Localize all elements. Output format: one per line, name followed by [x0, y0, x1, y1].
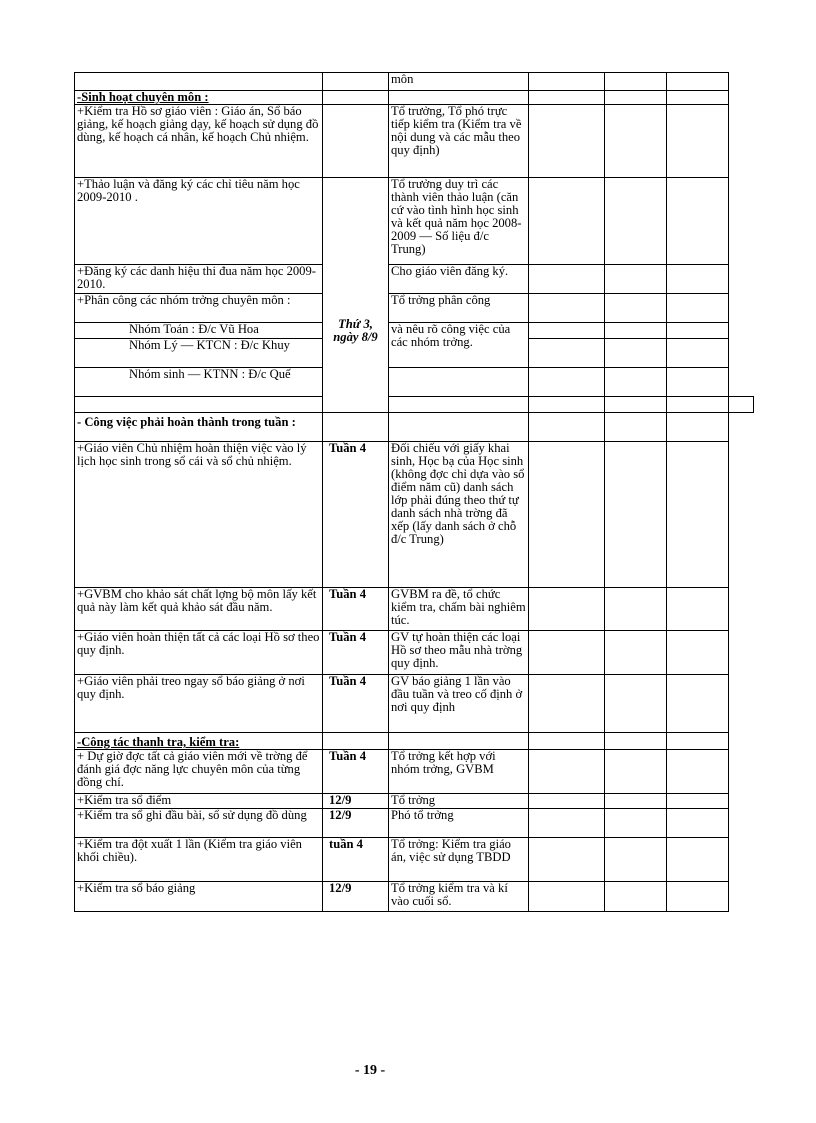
method-cell: Cho giáo viên đăng ký. — [389, 265, 529, 294]
extra-cell — [605, 631, 667, 675]
extra-cell — [667, 882, 729, 912]
time-cell — [323, 73, 389, 91]
task-cell: +Kiểm tra đột xuất 1 lần (Kiểm tra giáo viên khối chiều). — [75, 838, 323, 882]
table-row — [75, 91, 754, 105]
extra-cell — [667, 442, 729, 588]
section-heading: -Công tác thanh tra, kiểm tra: — [75, 733, 323, 750]
method-cell: GV tự hoàn thiện các loại Hồ sơ theo mẫu nhà trờng quy định. — [389, 631, 529, 675]
extra-cell — [667, 91, 729, 105]
page-number: - 19 - — [354, 1063, 386, 1078]
time-cell: Tuần 4 — [323, 631, 389, 675]
extra-cell — [529, 750, 605, 794]
table-row — [75, 178, 754, 265]
extra-cell — [529, 105, 605, 178]
time-cell: tuần 4 — [323, 838, 389, 882]
extra-cell — [605, 882, 667, 912]
time-cell: 12/9 — [323, 794, 389, 809]
method-cell — [389, 368, 529, 397]
extra-cell — [605, 750, 667, 794]
extra-cell — [529, 294, 605, 323]
extra-cell — [667, 809, 729, 838]
extra-cell — [667, 294, 729, 323]
time-cell: Tuần 4 — [323, 675, 389, 733]
table-row — [75, 442, 754, 588]
table-row — [75, 750, 754, 794]
time-cell: 12/9 — [323, 882, 389, 912]
extra-cell — [605, 442, 667, 588]
time-cell — [323, 733, 389, 750]
method-cell — [389, 733, 529, 750]
extra-cell — [667, 265, 729, 294]
extra-cell — [667, 733, 729, 750]
table-row — [75, 631, 754, 675]
task-cell: Nhóm sinh — KTNN : Đ/c Quế — [75, 368, 323, 397]
task-cell: +Đăng ký các danh hiệu thi đua năm học 2009-2010. — [75, 265, 323, 294]
table-row — [75, 413, 754, 442]
extra-cell — [667, 838, 729, 882]
task-cell — [75, 397, 323, 413]
extra-cell — [529, 73, 605, 91]
task-cell: Nhóm Toán : Đ/c Vũ Hoa — [75, 323, 323, 339]
extra-cell — [605, 91, 667, 105]
table-row — [75, 882, 754, 912]
date-line-1: Thứ 3, — [338, 317, 373, 331]
table-row — [75, 809, 754, 838]
extra-cell — [667, 105, 729, 178]
section-heading: -Sinh hoạt chuyên môn : — [75, 91, 323, 105]
extra-cell — [667, 631, 729, 675]
method-cell — [389, 413, 529, 442]
table-row — [75, 588, 754, 631]
extra-cell — [605, 588, 667, 631]
table-row — [75, 265, 754, 294]
extra-cell — [605, 178, 667, 265]
method-cell: Tổ trưởng duy trì các thành viên thảo luận (căn cứ vào tình hình học sinh và kết quả năm học 2008-2009 — Số liệu đ/c Trung) — [389, 178, 529, 265]
extra-cell — [529, 178, 605, 265]
table-row — [75, 73, 754, 91]
table-row — [75, 105, 754, 178]
table-row — [75, 733, 754, 750]
extra-cell — [605, 413, 667, 442]
extra-cell — [667, 323, 729, 339]
plan-table-wrapper — [74, 72, 754, 912]
method-cell: GVBM ra đề, tổ chức kiểm tra, chấm bài nghiêm túc. — [389, 588, 529, 631]
time-cell: Tuần 4 — [323, 588, 389, 631]
task-cell: +GVBM cho khảo sát chất lợng bộ môn lấy kết quả này làm kết quả khảo sát đầu năm. — [75, 588, 323, 631]
table-row — [75, 397, 754, 413]
time-cell — [323, 105, 389, 178]
extra-cell — [605, 323, 667, 339]
task-cell: + Dự giờ đợc tất cả giáo viên mới về trờng để đánh giá đợc năng lực chuyên môn của từng đồng chí. — [75, 750, 323, 794]
method-cell: Tổ trởng kiểm tra và kí vào cuối sổ. — [389, 882, 529, 912]
time-cell: Tuần 4 — [323, 750, 389, 794]
extra-cell — [529, 838, 605, 882]
task-cell: +Kiểm tra sổ báo giảng — [75, 882, 323, 912]
extra-cell — [529, 339, 605, 368]
table-row — [75, 675, 754, 733]
time-cell — [323, 91, 389, 105]
extra-cell — [605, 294, 667, 323]
extra-cell — [667, 413, 729, 442]
task-cell: +Kiểm tra sổ điểm — [75, 794, 323, 809]
method-cell: Tổ trởng — [389, 794, 529, 809]
extra-cell — [667, 368, 729, 397]
extra-cell — [605, 73, 667, 91]
extra-cell — [729, 397, 754, 413]
table-row — [75, 323, 754, 339]
task-cell: +Kiểm tra sổ ghi đầu bài, sổ sử dụng đồ dùng — [75, 809, 323, 838]
table-row — [75, 794, 754, 809]
task-cell: +Giáo viên Chủ nhiệm hoàn thiện việc vào lý lịch học sinh trong sổ cái và sổ chủ nhiệm. — [75, 442, 323, 588]
method-cell — [389, 91, 529, 105]
method-cell: Tổ trởng phân công — [389, 294, 529, 323]
method-cell: Tổ trởng kết hợp với nhóm trởng, GVBM — [389, 750, 529, 794]
extra-cell — [605, 265, 667, 294]
extra-cell — [605, 809, 667, 838]
section-heading: - Công việc phải hoàn thành trong tuần : — [75, 413, 323, 442]
method-cell: và nêu rõ công việc của các nhóm trởng. — [389, 323, 529, 368]
method-cell: GV báo giảng 1 lần vào đầu tuần và treo cố định ở nơi quy định — [389, 675, 529, 733]
extra-cell — [529, 809, 605, 838]
time-cell: 12/9 — [323, 809, 389, 838]
extra-cell — [605, 675, 667, 733]
extra-cell — [605, 397, 667, 413]
method-cell: Tổ trưởng, Tổ phó trực tiếp kiểm tra (Kiểm tra về nội dung và các mẫu theo quy định) — [389, 105, 529, 178]
extra-cell — [529, 413, 605, 442]
extra-cell — [605, 733, 667, 750]
table-row — [75, 294, 754, 323]
extra-cell — [667, 675, 729, 733]
task-cell: +Giáo viên phải treo ngay sổ báo giảng ở nơi quy định. — [75, 675, 323, 733]
extra-cell — [529, 323, 605, 339]
task-cell: +Thảo luận và đăng ký các chỉ tiêu năm học 2009-2010 . — [75, 178, 323, 265]
task-cell — [75, 73, 323, 91]
task-cell: +Giáo viên hoàn thiện tất cả các loại Hồ sơ theo quy định. — [75, 631, 323, 675]
extra-cell — [605, 838, 667, 882]
extra-cell — [529, 882, 605, 912]
extra-cell — [529, 794, 605, 809]
extra-cell — [529, 91, 605, 105]
extra-cell — [667, 73, 729, 91]
method-cell: Đối chiếu với giấy khai sinh, Học bạ của Học sinh (không đợc chỉ dựa vào sổ điểm năm cũ) danh sách lớp phải đúng theo thứ tự danh sách nhà trờng đã xếp (lấy danh sách ở chỗ đ/c Trung) — [389, 442, 529, 588]
extra-cell — [667, 178, 729, 265]
extra-cell — [667, 397, 729, 413]
task-cell: +Kiểm tra Hồ sơ giáo viên : Giáo án, Sổ báo giảng, kế hoạch giảng dạy, kế hoạch sử dụng đồ dùng, kế hoạch cá nhân, kế hoạch Chủ nhiệm. — [75, 105, 323, 178]
extra-cell — [529, 733, 605, 750]
method-cell — [529, 397, 605, 413]
extra-cell — [667, 794, 729, 809]
task-cell: Nhóm Lý — KTCN : Đ/c Khuy — [75, 339, 323, 368]
method-cell: Phó tổ trởng — [389, 809, 529, 838]
date-line-2: ngày 8/9 — [333, 330, 378, 344]
extra-cell — [529, 631, 605, 675]
task-cell: +Phân công các nhóm trởng chuyên môn : — [75, 294, 323, 323]
table-row — [75, 838, 754, 882]
extra-cell — [605, 794, 667, 809]
method-cell: Tổ trởng: Kiểm tra giáo án, việc sử dụng TBDD — [389, 838, 529, 882]
extra-cell — [667, 750, 729, 794]
extra-cell — [667, 339, 729, 368]
merged-date-cell — [323, 178, 389, 413]
extra-cell — [529, 588, 605, 631]
extra-cell — [529, 265, 605, 294]
extra-cell — [667, 588, 729, 631]
extra-cell — [605, 368, 667, 397]
time-cell — [389, 397, 529, 413]
extra-cell — [605, 339, 667, 368]
plan-table — [74, 72, 754, 912]
time-cell: Tuần 4 — [323, 442, 389, 588]
extra-cell — [529, 368, 605, 397]
extra-cell — [529, 442, 605, 588]
table-row — [75, 368, 754, 397]
method-cell: môn — [389, 73, 529, 91]
extra-cell — [605, 105, 667, 178]
extra-cell — [529, 675, 605, 733]
time-cell — [323, 413, 389, 442]
